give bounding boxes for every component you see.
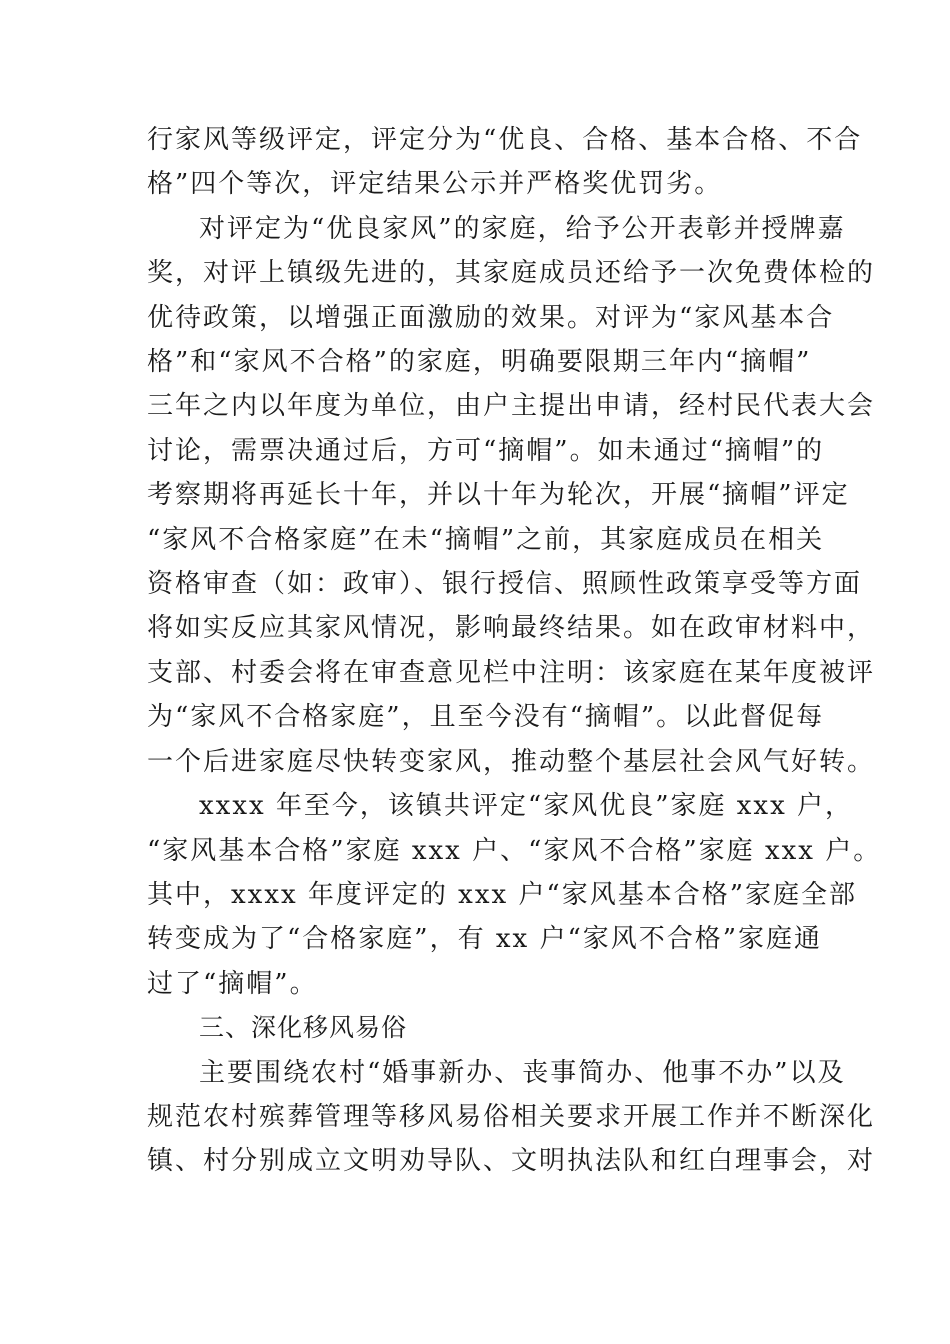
- text-line: “家风不合格家庭”在未“摘帽”之前，其家庭成员在相关: [147, 524, 825, 555]
- paragraph-statistics: [147, 784, 882, 1006]
- text-line: 格”和“家风不合格”的家庭，明确要限期三年内“摘帽”: [147, 347, 812, 378]
- text-line: 其中，xxxx 年度评定的 xxx 户“家风基本合格”家庭全部: [147, 879, 858, 910]
- text-line: 三年之内以年度为单位，由户主提出申请，经村民代表大会: [147, 391, 876, 422]
- paragraph-grading: [147, 118, 863, 207]
- paragraph-customs-reform: [147, 1051, 876, 1184]
- text-line: 优待政策，以增强正面激励的效果。对评为“家风基本合: [147, 302, 835, 333]
- text-line: 考察期将再延长十年，并以十年为轮次，开展“摘帽”评定: [147, 480, 850, 511]
- document-body: [147, 118, 882, 1184]
- paragraph-rewards-penalties: [147, 207, 876, 784]
- section-heading: 三、深化移风易俗: [199, 1013, 408, 1043]
- text-line: 支部、村委会将在审查意见栏中注明：该家庭在某年度被评: [147, 657, 876, 688]
- text-line: 一个后进家庭尽快转变家风，推动整个基层社会风气好转。: [147, 746, 876, 777]
- text-line: xxxx 年至今，该镇共评定“家风优良”家庭 xxx 户，: [199, 791, 854, 822]
- text-line: 对评定为“优良家风”的家庭，给予公开表彰并授牌嘉: [199, 213, 846, 244]
- text-line: 讨论，需票决通过后，方可“摘帽”。如未通过“摘帽”的: [147, 435, 825, 466]
- text-line: 镇、村分别成立文明劝导队、文明执法队和红白理事会，对: [147, 1146, 876, 1177]
- text-line: 转变成为了“合格家庭”，有 xx 户“家风不合格”家庭通: [147, 924, 823, 955]
- text-line: “家风基本合格”家庭 xxx 户、“家风不合格”家庭 xxx 户。: [147, 835, 882, 866]
- text-line: 将如实反应其家风情况，影响最终结果。如在政审材料中，: [147, 613, 876, 644]
- text-line: 资格审查（如：政审）、银行授信、照顾性政策享受等方面: [147, 569, 863, 600]
- text-line: 奖，对评上镇级先进的，其家庭成员还给予一次免费体检的: [147, 258, 876, 289]
- text-line: 主要围绕农村“婚事新办、丧事简办、他事不办”以及: [199, 1057, 846, 1088]
- text-line: 过了“摘帽”。: [147, 968, 318, 999]
- text-line: 格”四个等次，评定结果公示并严格奖优罚劣。: [147, 169, 723, 200]
- text-line: 规范农村殡葬管理等移风易俗相关要求开展工作并不断深化: [147, 1101, 876, 1132]
- text-line: 为“家风不合格家庭”，且至今没有“摘帽”。以此督促每: [147, 702, 825, 733]
- text-line: 行家风等级评定，评定分为“优良、合格、基本合格、不合: [147, 125, 863, 155]
